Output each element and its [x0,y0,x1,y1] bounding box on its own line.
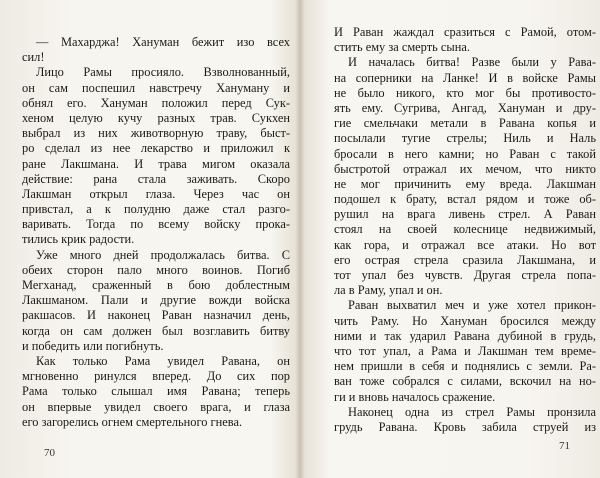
text-line: ро сделал из нее лекарство и приложил к [22,141,290,156]
text-line: Раван выхватил меч и уже хотел прикон- [348,298,596,313]
text-line: Лицо Рамы просияло. Взволнованный, [36,65,290,80]
text-line: Уже много дней продолжалась битва. С [36,247,290,262]
text-line: его острая стрела сразила Лакшмана, и [334,252,596,267]
text-line: ними и так ударил Равана дубиной в грудь, [334,328,596,343]
text-line: тот упал без чувств. Другая стрела попа- [334,268,596,282]
text-line: Рама только слышал имя Равана; теперь [22,384,290,399]
text-line: обнял его. Хануман положил перед Сук- [22,95,290,110]
text-line: гие смельчаки метали в Равана копья и [334,116,596,131]
text-line: действие: рана стала заживать. Скоро [22,171,290,186]
text-line: ла в Раму, упал и он. [334,283,443,298]
text-line: как гора, и отражал все атаки. Но вот [334,237,596,252]
text-line: не мог причинить ему вреда. Лакшман [334,176,596,191]
text-line: И началась битва! Разве были у Рава- [348,55,596,70]
text-line: и победить или погибнуть. [22,338,164,353]
text-line: Лакшманом. Пали и другие вожди войска [22,293,290,308]
text-line: на соперники на Ланке! И в войске Рамы [334,70,596,85]
text-line: быстротой отражал их мечом, что никто [334,161,596,176]
text-line: стоял на своей колеснице недвижимый, [334,222,596,237]
text-line: ван тоже собрался с силами, вскочил на но- [334,374,596,389]
text-line: — Махарджа! Хануман бежит изо всех [36,35,290,49]
text-line: ги и вновь началось сражение. [334,389,496,404]
right-page-text [334,25,596,435]
text-line: бросали в него камни; но Раван с такой [334,146,596,161]
text-line: Лакшман открыл глаза. Через час он [22,186,290,201]
text-line: варивать. Тогда по всему войску прока- [22,217,290,232]
text-line: привстал, а к полудню даже стал разго- [22,202,290,217]
text-line: сил! [22,50,45,65]
right-page [300,0,600,478]
text-line: не было никого, кто мог бы противосто- [334,85,596,100]
text-line: ять ему. Сугрива, Ангад, Хануман и дру- [334,100,596,115]
text-line: ране Лакшмана. И трава мигом оказала [22,156,290,171]
text-line: грудь Равана. Кровь забила струей из [334,419,596,434]
text-line: он впервые увидел своего врага, и глаза [22,399,290,414]
text-line: Наконец одна из стрел Рамы пронзила [348,404,596,419]
text-line: чить Раму. Но Хануман бросился между [334,313,596,328]
left-page-number: 70 [44,447,55,459]
left-page-text [22,35,290,430]
text-line: ракшасов. И наконец Раван назначил день, [22,308,290,323]
text-line: подошел к брату, встал рядом и тоже об- [334,192,596,207]
text-line: нем пришли в себя и поднялись с земли. Ра- [334,359,596,374]
text-line: его загорелись огнем смертельного гнева. [22,414,243,429]
text-line: обеих сторон пало много воинов. Погиб [22,262,290,277]
text-line: хеном целую кучу разных трав. Сукхен [22,110,290,125]
text-line: выбрал из них животворную траву, быст- [22,126,290,141]
text-line: Мегханад, сраженный в бою доблестным [22,278,290,292]
text-line: посылали тугие стрелы; Ниль и Наль [334,131,596,146]
text-line: мгновенно ринулся вперед. До сих пор [22,369,290,384]
right-page-number: 71 [559,440,570,452]
text-line: когда он сам должен был возглавить битву [22,323,290,338]
text-line: тились крик радости. [22,232,135,247]
text-line: Как только Рама увидел Равана, он [36,353,290,368]
text-line: что тот упал, а Рама и Лакшман тем време- [334,343,596,358]
text-line: И Раван жаждал сразиться с Рамой, отом- [334,25,596,39]
text-line: стить ему за смерть сына. [334,40,470,55]
text-line: он сам поспешил навстречу Хануману и [22,80,290,95]
text-line: рушил на врага ливень стрел. А Раван [334,207,596,222]
